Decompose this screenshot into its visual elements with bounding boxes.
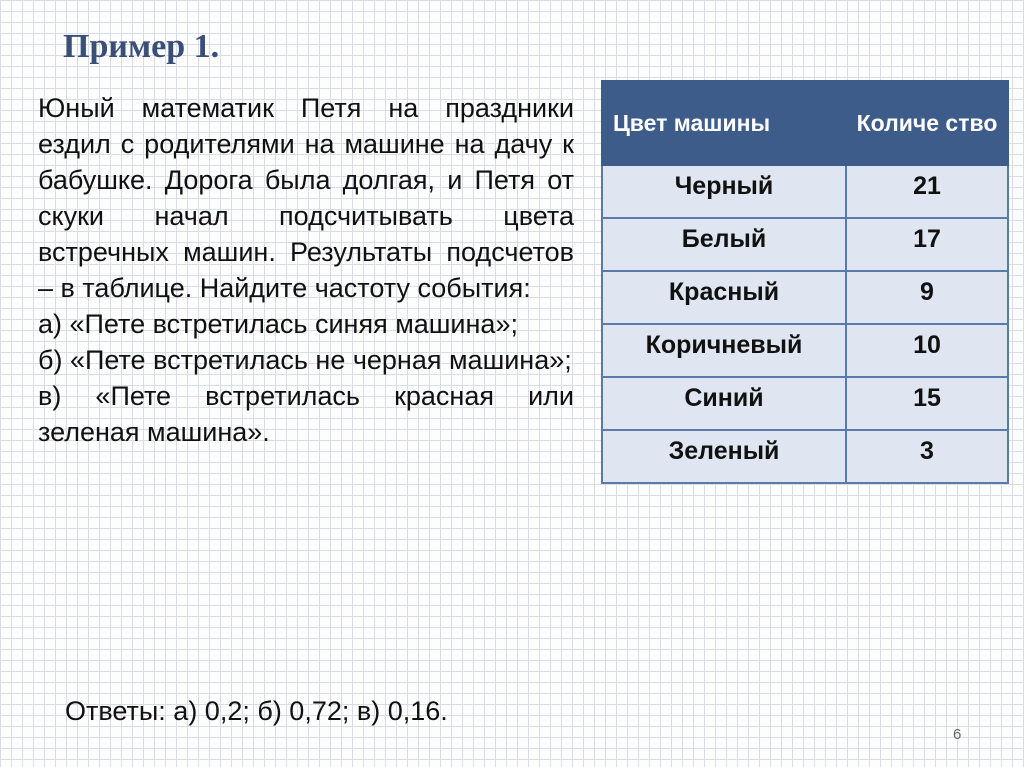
table-row [602, 377, 1008, 430]
page-number: 6 [953, 726, 962, 743]
row-count: 17 [846, 218, 1008, 271]
row-color: Коричневый [602, 324, 846, 377]
table-row [602, 430, 1008, 483]
problem-statement: Юный математик Петя на праздники ездил с родителями на машине на дачу к бабушке. Дорога была долгая, и Петя от скуки начал подсчитывать цвета встречных машин. Результаты подсчетов – в таблице. Найдите частоту события: [38, 93, 574, 303]
header-car-color: Цвет машины [602, 81, 846, 165]
row-count: 10 [846, 324, 1008, 377]
question-a: а) «Пете встретилась синяя машина»; [38, 309, 518, 339]
row-color: Синий [602, 377, 846, 430]
table-row [602, 271, 1008, 324]
slide-title: Пример 1. [63, 28, 220, 65]
table-row [602, 218, 1008, 271]
row-count: 15 [846, 377, 1008, 430]
car-color-table [601, 80, 1009, 484]
row-color: Черный [602, 165, 846, 218]
row-count: 9 [846, 271, 1008, 324]
row-count: 3 [846, 430, 1008, 483]
table-row [602, 165, 1008, 218]
row-color: Зеленый [602, 430, 846, 483]
problem-text [38, 90, 574, 450]
question-b: б) «Пете встретилась не черная машина»; [38, 345, 572, 375]
question-c: в) «Пете встретилась красная или зеленая машина». [38, 381, 574, 447]
row-color: Красный [602, 271, 846, 324]
row-color: Белый [602, 218, 846, 271]
header-count: Количе ство [846, 81, 1008, 165]
table-row [602, 324, 1008, 377]
row-count: 21 [846, 165, 1008, 218]
answers-text: Ответы: а) 0,2; б) 0,72; в) 0,16. [65, 696, 448, 726]
table-header-row [602, 81, 1008, 165]
